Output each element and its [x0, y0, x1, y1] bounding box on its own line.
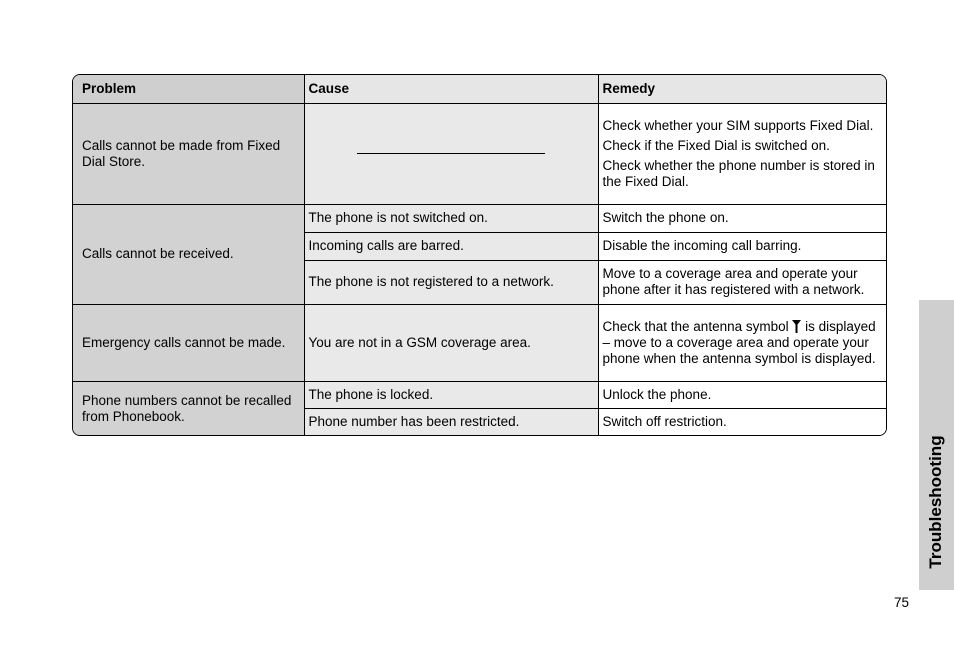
remedy-cell: Switch off restriction.	[598, 408, 887, 436]
troubleshooting-table	[72, 74, 887, 436]
remedy-text: is displayed – move to a coverage area and operate your phone when the antenna symbol is displayed.	[602, 318, 876, 366]
remedy-line: Check whether the phone number is stored in the Fixed Dial.	[602, 157, 875, 189]
remedy-line: Check whether your SIM supports Fixed Dial.	[602, 117, 874, 133]
problem-emergency-calls: Emergency calls cannot be made.	[73, 304, 304, 381]
header-problem: Problem	[73, 75, 304, 103]
dash-line	[357, 153, 545, 154]
remedy-cell: Move to a coverage area and operate your phone after it has registered with a network.	[598, 260, 887, 304]
remedy-text: Check that the antenna symbol	[602, 318, 793, 334]
header-remedy: Remedy	[598, 75, 887, 103]
remedy-line: Check if the Fixed Dial is switched on.	[602, 137, 830, 153]
cause-cell: Incoming calls are barred.	[304, 232, 598, 260]
cause-cell: You are not in a GSM coverage area.	[304, 304, 598, 381]
remedy-emergency	[598, 304, 887, 381]
problem-phonebook: Phone numbers cannot be recalled from Phonebook.	[73, 381, 304, 436]
remedy-cell: Disable the incoming call barring.	[598, 232, 887, 260]
remedy-cell: Switch the phone on.	[598, 204, 887, 232]
header-cause: Cause	[304, 75, 598, 103]
cause-cell: The phone is locked.	[304, 381, 598, 408]
section-tab-label: Troubleshooting	[925, 435, 945, 569]
cause-cell: Phone number has been restricted.	[304, 408, 598, 436]
remedy-cell: Unlock the phone.	[598, 381, 887, 408]
page-number: 75	[894, 595, 910, 610]
remedy-fixed-dial	[598, 103, 887, 204]
problem-fixed-dial: Calls cannot be made from Fixed Dial Store.	[73, 103, 304, 204]
cause-not-applicable	[304, 103, 598, 204]
problem-calls-received: Calls cannot be received.	[73, 204, 304, 304]
section-tab	[919, 300, 954, 590]
cause-cell: The phone is not registered to a network.	[304, 260, 598, 304]
cause-cell: The phone is not switched on.	[304, 204, 598, 232]
